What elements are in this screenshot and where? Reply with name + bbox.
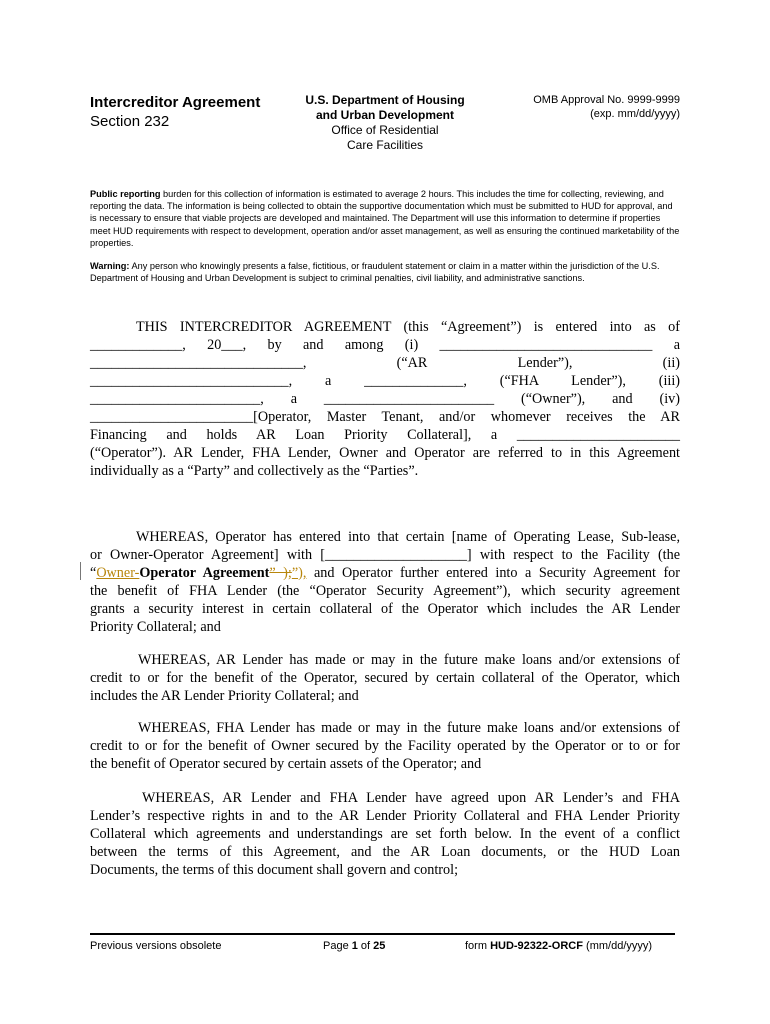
defined-term: Operator Agreement	[139, 565, 270, 581]
intro-paragraph	[90, 318, 680, 480]
intro-line: THIS INTERCREDITOR AGREEMENT (this “Agreement”) is entered into as of	[136, 319, 680, 335]
agency-name-line1: U.S. Department of Housing	[305, 93, 465, 107]
inserted-text: ”),	[291, 565, 307, 581]
revision-change-bar	[80, 562, 81, 580]
public-reporting-notice	[90, 188, 680, 249]
previous-versions-note: Previous versions obsolete	[90, 940, 222, 952]
whereas-line: grants a security interest in certain collateral of the Operator which includes the AR Lender	[90, 601, 680, 617]
footer-divider	[90, 933, 675, 935]
whereas-line: WHEREAS, AR Lender and FHA Lender have agreed upon AR Lender’s and FHA	[142, 790, 680, 806]
form-title: Intercreditor Agreement	[90, 94, 261, 111]
document-header	[90, 93, 680, 163]
agency-name-line2: and Urban Development	[315, 108, 455, 122]
whereas-line: Documents, the terms of this document shall govern and control;	[90, 862, 459, 878]
whereas-line: the benefit of Operator secured by certain assets of the Operator; and	[90, 756, 482, 772]
form-title-block	[90, 93, 260, 131]
public-reporting-text: burden for this collection of information is estimated to average 2 hours. This includes the time for collecting, reviewing, and reporting the data. The information is being collected to obtain the supportive documentation which must be submitted to HUD for approval, and is necessary to ensure that viable projects are developed and maintained. The Department will use this information to determine if properties meet HUD requirements with respect to development, operation and/or asset management, as well as ensuring the continued marketability of the properties.	[90, 189, 680, 248]
whereas-operator-paragraph	[90, 528, 680, 636]
public-reporting-label: Public reporting	[90, 189, 161, 199]
warning-label: Warning:	[90, 261, 130, 271]
office-line1: Office of Residential	[331, 123, 439, 137]
omb-approval-block	[533, 93, 680, 121]
whereas-line: between the terms of this Agreement, and the AR Loan documents, or the HUD Loan	[90, 844, 680, 860]
agency-block	[290, 93, 480, 153]
intro-line: _____________, 20___, by and among (i) ______________________________ a	[90, 337, 680, 353]
whereas-line: WHEREAS, FHA Lender has made or may in the future make loans and/or extensions of	[138, 720, 680, 736]
whereas-ar-lender-paragraph	[90, 651, 680, 705]
page-number: Page 1 of 25	[323, 940, 386, 952]
intro-line: _______________________[Operator, Master Tenant, and/or whomever receives the AR	[90, 409, 680, 425]
whereas-line: credit to or for the benefit of Owner secured by the Facility operated by the Operator or to or for	[90, 738, 680, 754]
form-section: Section 232	[90, 113, 170, 130]
whereas-line: credit to or for the benefit of the Operator, secured by certain collateral of the Operator, which	[90, 670, 680, 686]
whereas-line: Lender’s respective rights in and to the AR Lender Priority Collateral and FHA Lender Priority	[90, 808, 680, 824]
whereas-line: the benefit of FHA Lender (the “Operator Security Agreement”), which security agreement	[90, 583, 680, 599]
intro-line: ________________________, a ________________________ (“Owner”), and (iv)	[90, 391, 680, 407]
intro-line: (“Operator”). AR Lender, FHA Lender, Owner and Operator are referred to in this Agreement	[90, 445, 680, 461]
whereas-line: Collateral which agreements and understandings are set forth below. In the event of a conflict	[90, 826, 680, 842]
warning-text: Any person who knowingly presents a false, fictitious, or fraudulent statement or claim in a matter within the jurisdiction of the U.S. Department of Housing and Urban Development is subject to criminal penalties, civil liability, and administrative sanctions.	[90, 261, 660, 284]
whereas-line: Priority Collateral; and	[90, 619, 221, 635]
deleted-text: ” );	[269, 565, 292, 581]
warning-notice	[90, 260, 680, 284]
intro-line: Financing and holds AR Loan Priority Collateral], a _______________________	[90, 427, 680, 443]
office-line2: Care Facilities	[346, 138, 424, 152]
whereas-line: or Owner-Operator Agreement] with [____________________] with respect to the Facility (the	[90, 547, 680, 563]
whereas-line-tracked-changes: “Owner-Operator Agreement” );”), and Operator further entered into a Security Agreement for	[90, 565, 680, 581]
page-footer	[90, 940, 680, 956]
whereas-line: includes the AR Lender Priority Collateral; and	[90, 688, 359, 704]
whereas-line: WHEREAS, Operator has entered into that certain [name of Operating Lease, Sub-lease,	[136, 529, 680, 545]
omb-expiration: (exp. mm/dd/yyyy)	[590, 108, 680, 120]
intro-line: ______________________________, (“AR Lender”), (ii)	[90, 355, 680, 371]
omb-approval-number: OMB Approval No. 9999-9999	[533, 94, 680, 106]
intro-line: individually as a “Party” and collectively as the “Parties”.	[90, 463, 419, 479]
whereas-fha-lender-paragraph	[90, 719, 680, 773]
whereas-agreement-paragraph	[90, 789, 680, 879]
intro-line: ____________________________, a ______________, (“FHA Lender”), (iii)	[90, 373, 680, 389]
form-number: form HUD-92322-ORCF (mm/dd/yyyy)	[465, 940, 653, 952]
whereas-line: WHEREAS, AR Lender has made or may in the future make loans and/or extensions of	[138, 652, 680, 668]
inserted-text: Owner-	[96, 565, 140, 581]
